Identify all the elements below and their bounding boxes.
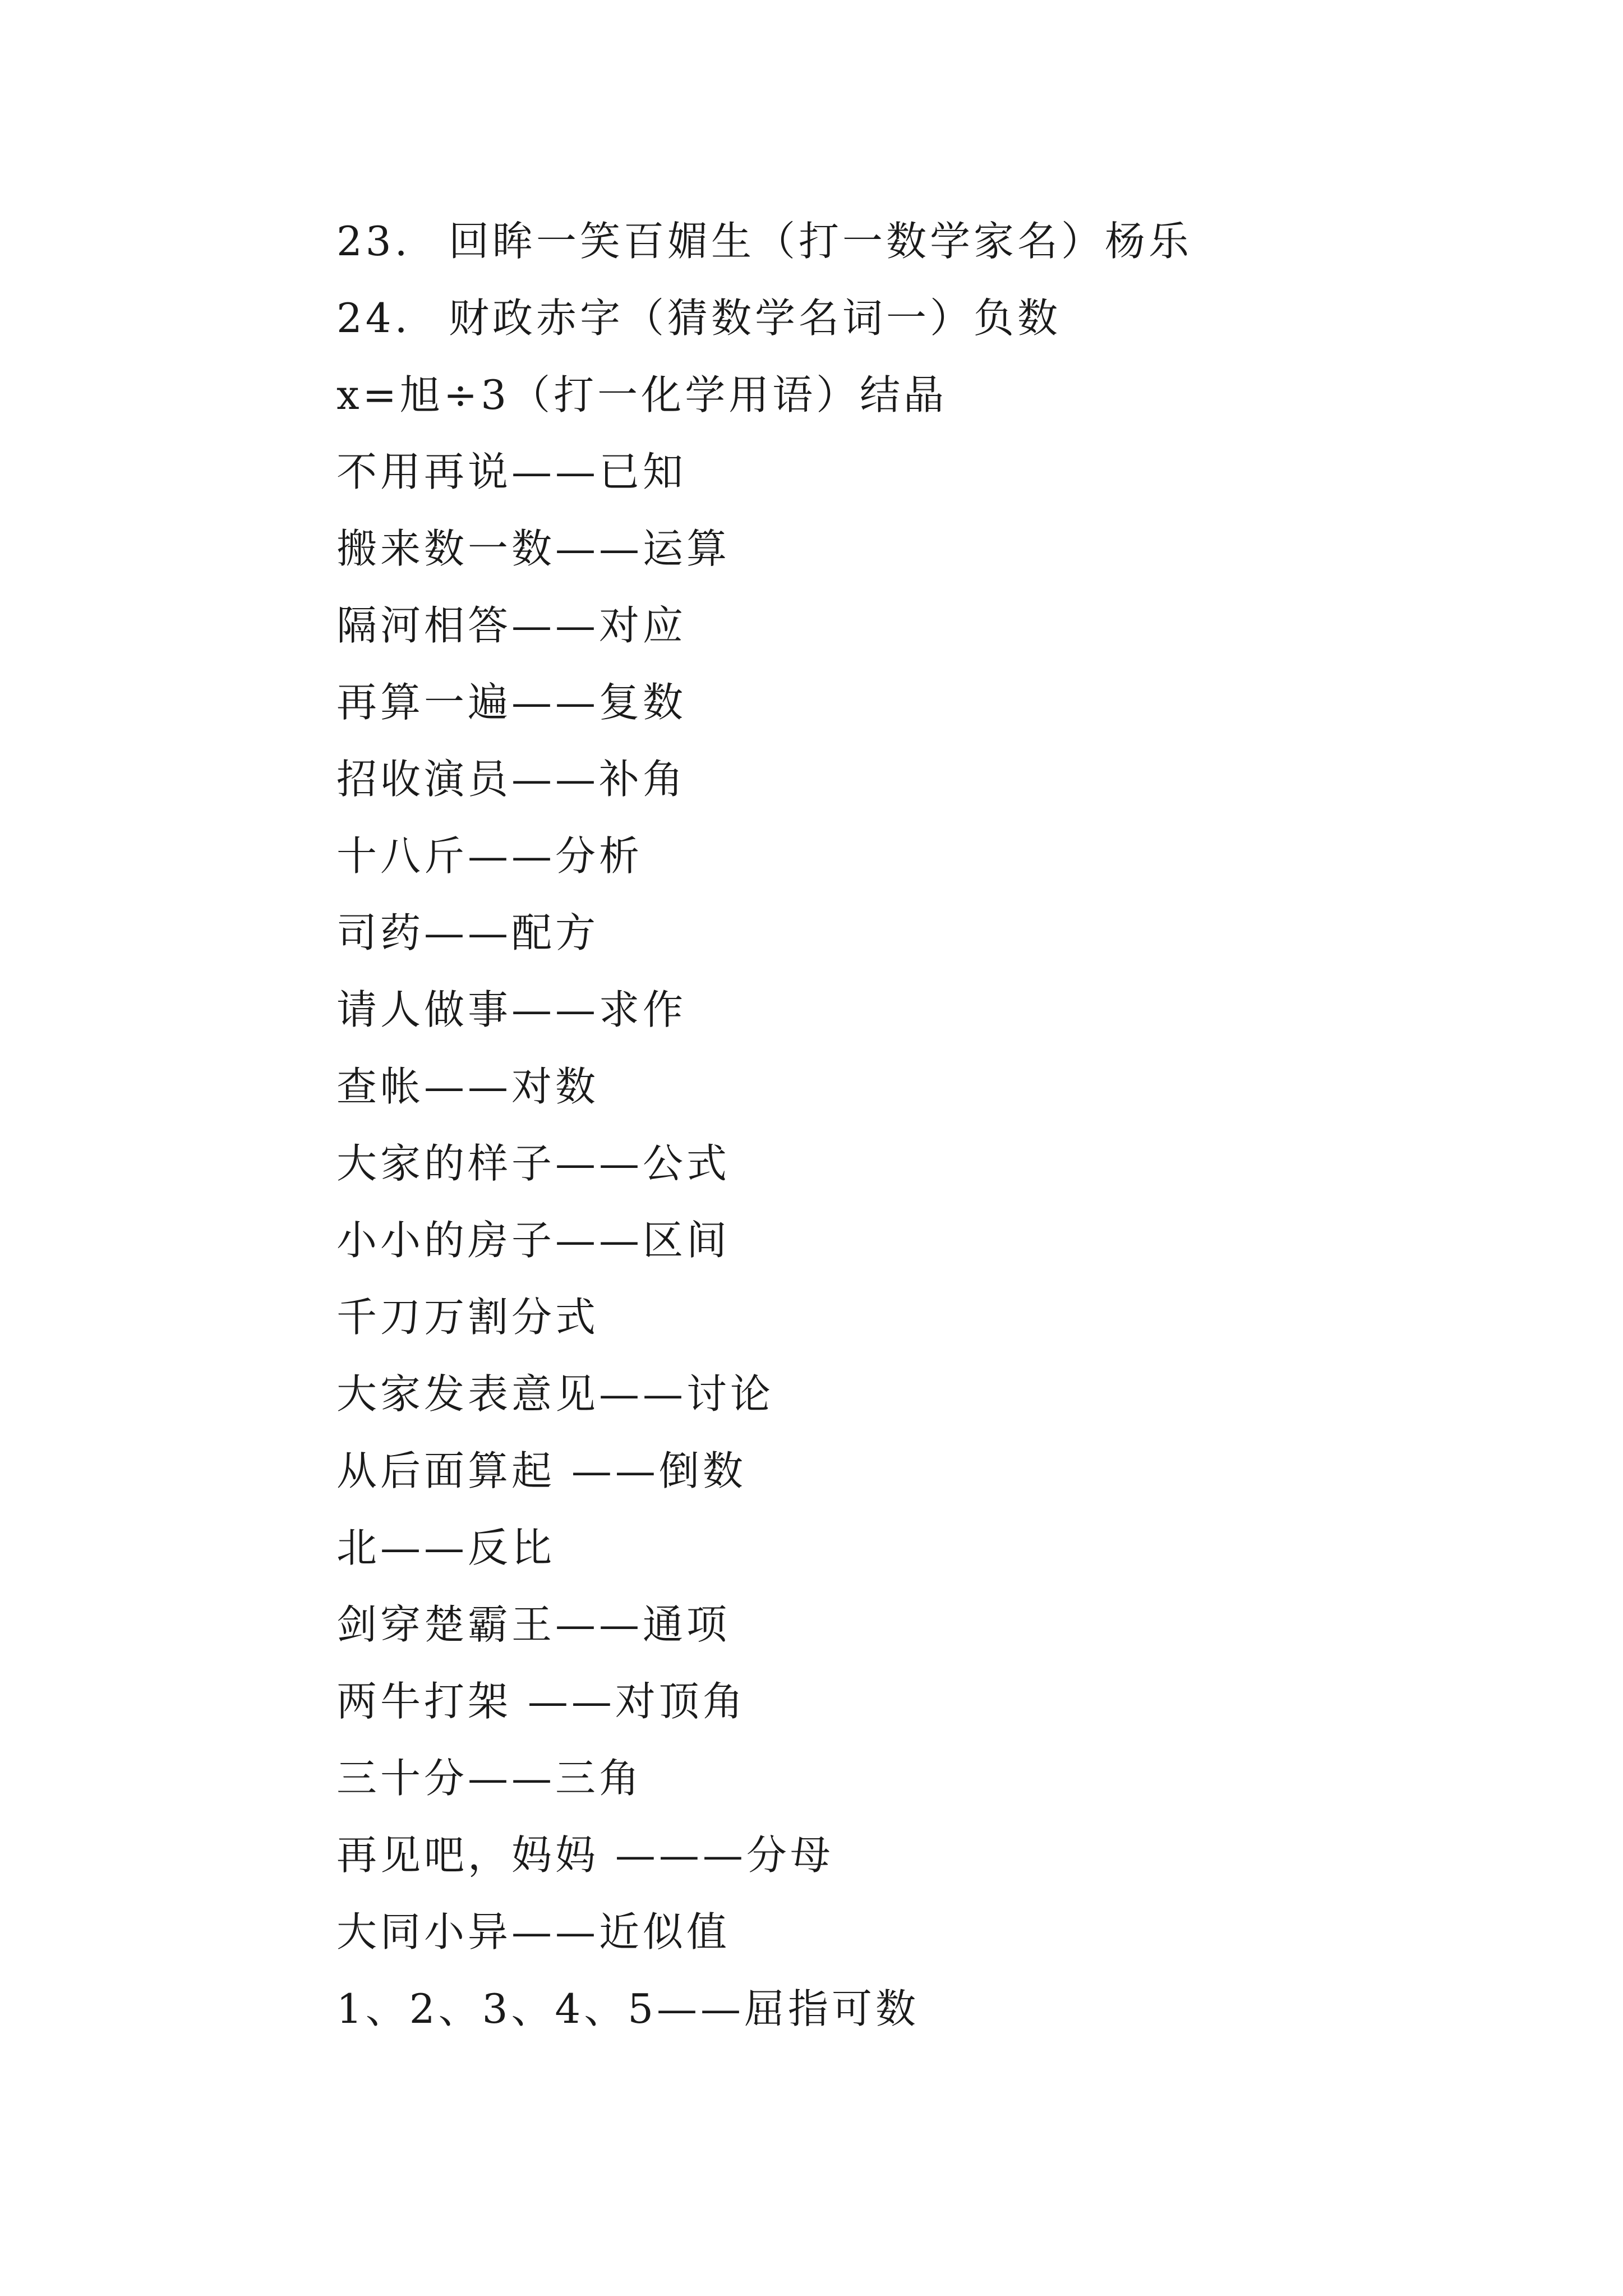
riddle-line: 请人做事——求作 [336,986,687,1033]
riddle-list [336,203,1514,2047]
riddle-line: 十八斤——分析 [336,832,643,880]
riddle-line: 从后面算起 ——倒数 [336,1447,746,1494]
riddle-line [336,203,1514,280]
riddle-line: 1、2、3、4、5——屈指可数 [336,1985,920,2032]
riddle-line: 大家发表意见——讨论 [336,1370,774,1418]
riddle-line: 小小的房子——区间 [336,1217,731,1264]
riddle-line: 两牛打架 ——对顶角 [336,1678,746,1725]
riddle-line: 隔河相答——对应 [336,602,687,649]
riddle-line: 再见吧，妈妈 ———分母 [336,1832,834,1879]
riddle-line: 千刀万割分式 [336,1294,600,1341]
riddle-text: 财政赤字（猜数学名词一）负数 [449,295,1062,342]
riddle-line: 剑穿楚霸王——通项 [336,1601,731,1648]
riddle-line: 不用再说——已知 [336,448,687,495]
riddle-line: 再算一遍——复数 [336,679,687,726]
riddle-line: 大家的样子——公式 [336,1140,731,1187]
riddle-line [336,280,1514,357]
riddle-line: 招收演员——补角 [336,756,687,803]
riddle-line: 搬来数一数——运算 [336,525,731,572]
riddle-text: 回眸一笑百媚生（打一数学家名）杨乐 [449,218,1193,265]
riddle-number: 23. [336,218,411,265]
riddle-line: 司药——配方 [336,909,600,956]
riddle-number: 24. [336,295,411,342]
riddle-line: 北——反比 [336,1524,556,1571]
riddle-line: 大同小异——近似值 [336,1908,731,1955]
riddle-line: 三十分——三角 [336,1755,643,1802]
riddle-line: 查帐——对数 [336,1063,600,1110]
riddle-line: x=旭÷3（打一化学用语）结晶 [336,371,948,418]
